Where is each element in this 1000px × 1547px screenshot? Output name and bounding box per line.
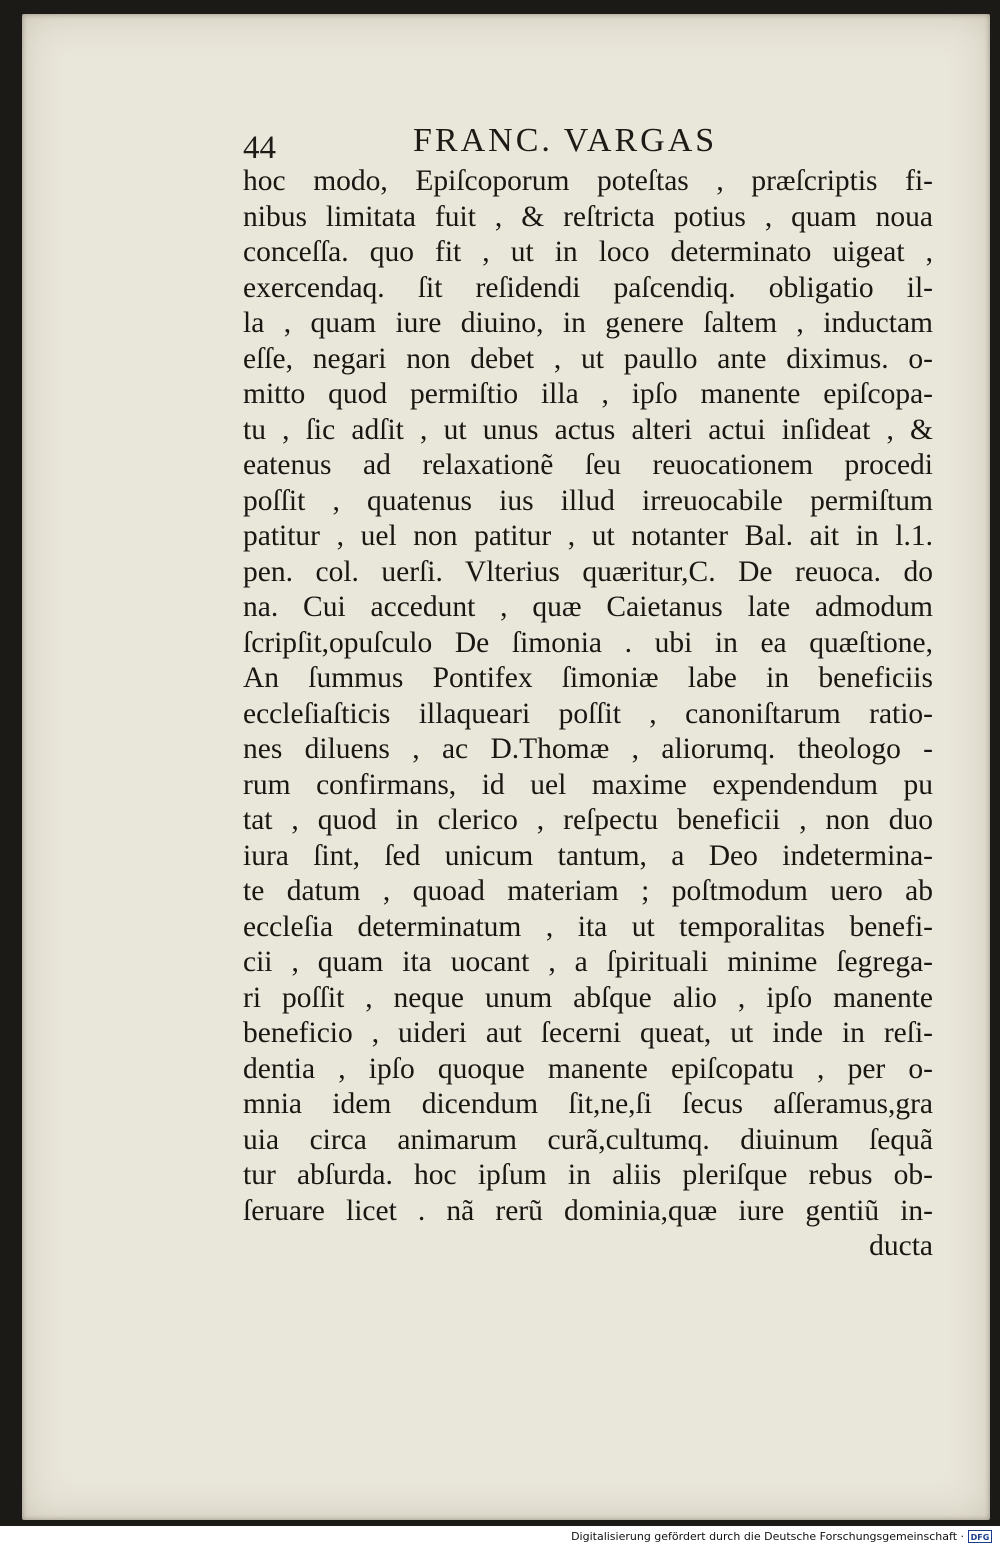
text-line: dentia , ipſo quoque manente epiſcopatu , per o-	[243, 1052, 933, 1085]
footer	[0, 1527, 1000, 1547]
body-text	[243, 164, 933, 1265]
text-line: exercendaq. ſit reſidendi paſcendiq. obligatio il-	[243, 271, 933, 304]
text-line: eſſe, negari non debet , ut paullo ante diximus. o-	[243, 342, 933, 375]
text-line: beneficio , uideri aut ſecerni queat, ut inde in reſi-	[243, 1017, 933, 1049]
text-line: te datum , quoad materiam ; poſtmodum uero ab	[243, 875, 933, 907]
dfg-logo: DFG	[968, 1530, 992, 1543]
text-line: iura ſint, ſed unicum tantum, a Deo indetermina-	[243, 839, 933, 872]
text-line: tat , quod in clerico , reſpectu beneficii , non duo	[243, 804, 933, 836]
text-line: An ſummus Pontifex ſimoniæ labe in beneficiis	[243, 662, 933, 694]
text-line: eatenus ad relaxationẽ ſeu reuocationem procedi	[243, 449, 933, 481]
text-line: poſſit , quatenus ius illud irreuocabile permiſtum	[243, 484, 933, 517]
page-number: 44	[243, 130, 276, 166]
text-line: la , quam iure diuino, in genere ſaltem , inductam	[243, 307, 933, 339]
text-line: eccleſia determinatum , ita ut temporalitas benefi-	[243, 910, 933, 943]
text-line: pen. col. uerſi. Vlterius quæritur,C. De reuoca. do	[243, 555, 933, 588]
text-line: hoc modo, Epiſcoporum poteſtas , præſcriptis fi-	[243, 165, 933, 197]
text-line: patitur , uel non patitur , ut notanter Bal. ait in l.1.	[243, 520, 933, 552]
text-line: tur abſurda. hoc ipſum in aliis pleriſque rebus ob-	[243, 1159, 933, 1191]
funding-credit: Digitalisierung gefördert durch die Deutsche Forschungsgemeinschaft ·	[571, 1530, 964, 1543]
text-line: ri poſſit , neque unum abſque alio , ipſo manente	[243, 981, 933, 1014]
text-line: ſcripſit,opuſculo De ſimonia . ubi in ea quæſtione,	[243, 626, 933, 659]
catchword: ducta	[869, 1230, 933, 1262]
page-header	[243, 122, 933, 166]
text-line: nes diluens , ac D.Thomæ , aliorumq. theologo -	[243, 733, 933, 765]
text-line: mitto quod permiſtio illa , ipſo manente epiſcopa-	[243, 378, 933, 410]
text-line: ſeruare licet . nã rerũ dominia,quæ iure gentiũ in-	[243, 1194, 933, 1227]
text-line: rum confirmans, id uel maxime expendendum pu	[243, 768, 933, 801]
text-line: cii , quam ita uocant , a ſpirituali minime ſegrega-	[243, 946, 933, 978]
text-line: conceſſa. quo fit , ut in loco determinato uigeat ,	[243, 236, 933, 268]
running-head: FRANC. VARGAS	[413, 122, 718, 159]
text-line: mnia idem dicendum ſit,ne,ſi ſecus aſſeramus,gra	[243, 1088, 933, 1120]
text-line: nibus limitata fuit , & reſtricta potius , quam noua	[243, 200, 933, 233]
text-line: na. Cui accedunt , quæ Caietanus late admodum	[243, 591, 933, 623]
text-line: eccleſiaſticis illaqueari poſſit , canoniſtarum ratio-	[243, 697, 933, 730]
text-line: tu , ſic adſit , ut unus actus alteri actui inſideat , &	[243, 413, 933, 446]
text-line: uia circa animarum curã,cultumq. diuinum ſequã	[243, 1123, 933, 1156]
